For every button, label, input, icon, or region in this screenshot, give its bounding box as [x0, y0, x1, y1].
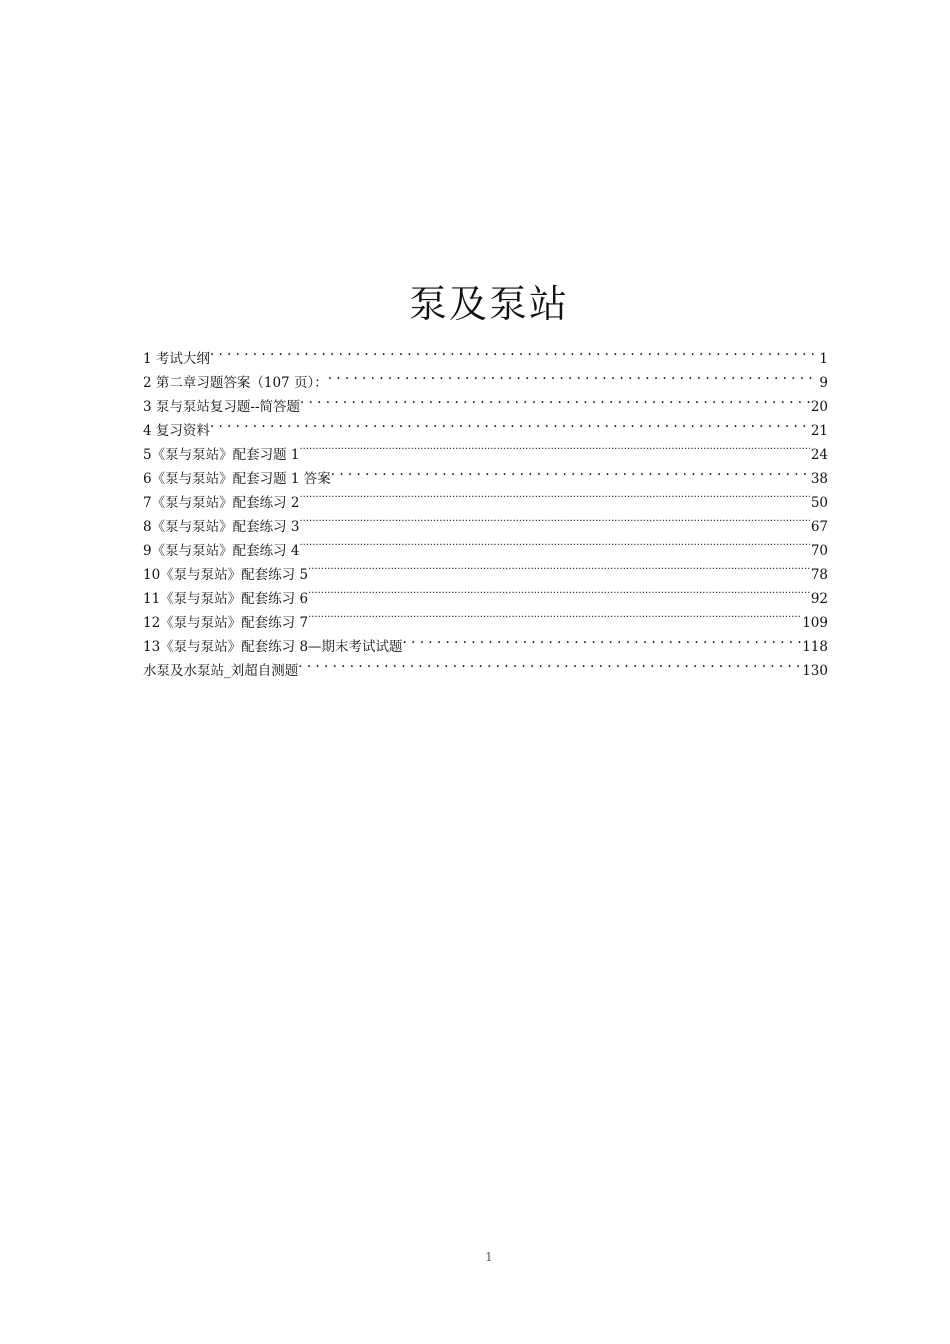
toc-entry-page: 9	[819, 375, 828, 391]
toc-entry-label: 4 复习资料	[143, 423, 210, 439]
toc-entry-page: 21	[810, 423, 828, 439]
toc-entry-page: 109	[802, 615, 828, 631]
toc-entry[interactable]	[143, 411, 828, 439]
toc-entry-label: 3 泵与泵站复习题--简答题	[143, 399, 301, 415]
toc-leader	[328, 363, 819, 387]
toc-entry-label: 13《泵与泵站》配套练习 8—期末考试试题	[143, 639, 403, 655]
toc-entry-label: 7《泵与泵站》配套练习 2	[143, 495, 300, 511]
toc-entry-label: 5《泵与泵站》配套习题 1	[143, 447, 300, 463]
toc-leader	[300, 387, 810, 411]
toc-entry-page: 24	[810, 447, 828, 463]
table-of-contents	[143, 339, 828, 679]
toc-entry-page: 1	[819, 351, 828, 367]
toc-entry-page: 38	[810, 471, 828, 487]
document-title: 泵及泵站	[408, 282, 569, 326]
toc-entry-label: 6《泵与泵站》配套习题 1 答案	[143, 471, 331, 487]
toc-leader	[308, 603, 801, 627]
toc-entry-page: 130	[802, 663, 828, 679]
toc-entry-label: 12《泵与泵站》配套练习 7	[143, 615, 309, 631]
toc-entry[interactable]	[143, 363, 828, 391]
toc-entry-label: 11《泵与泵站》配套练习 6	[143, 591, 309, 607]
toc-entry-label: 2 第二章习题答案（107 页）：	[143, 375, 328, 391]
toc-entry-label: 10《泵与泵站》配套练习 5	[143, 567, 309, 583]
toc-entry-page: 50	[810, 495, 828, 511]
toc-leader	[403, 627, 802, 651]
toc-leader	[331, 459, 810, 483]
toc-leader	[210, 411, 810, 435]
toc-leader	[299, 507, 809, 531]
toc-entry-page: 92	[810, 591, 828, 607]
toc-entry-label: 1 考试大纲	[143, 351, 210, 367]
toc-entry[interactable]	[143, 339, 828, 367]
toc-entry-page: 118	[802, 639, 828, 655]
toc-leader	[299, 483, 809, 507]
toc-entry-label: 8《泵与泵站》配套练习 3	[143, 519, 300, 535]
toc-entry[interactable]	[143, 435, 828, 463]
toc-entry-page: 78	[810, 567, 828, 583]
toc-leader	[299, 435, 809, 459]
toc-entry-page: 20	[810, 399, 828, 415]
toc-leader	[308, 579, 810, 603]
toc-entry-label: 9《泵与泵站》配套练习 4	[143, 543, 300, 559]
toc-leader	[210, 339, 819, 363]
toc-leader	[308, 555, 810, 579]
toc-leader	[299, 531, 809, 555]
toc-entry-page: 70	[810, 543, 828, 559]
toc-entry-page: 67	[810, 519, 828, 535]
page-number: 1	[485, 1250, 493, 1264]
toc-entry-label: 水泵及水泵站_刘超自测题	[143, 663, 299, 679]
toc-leader	[298, 651, 801, 675]
